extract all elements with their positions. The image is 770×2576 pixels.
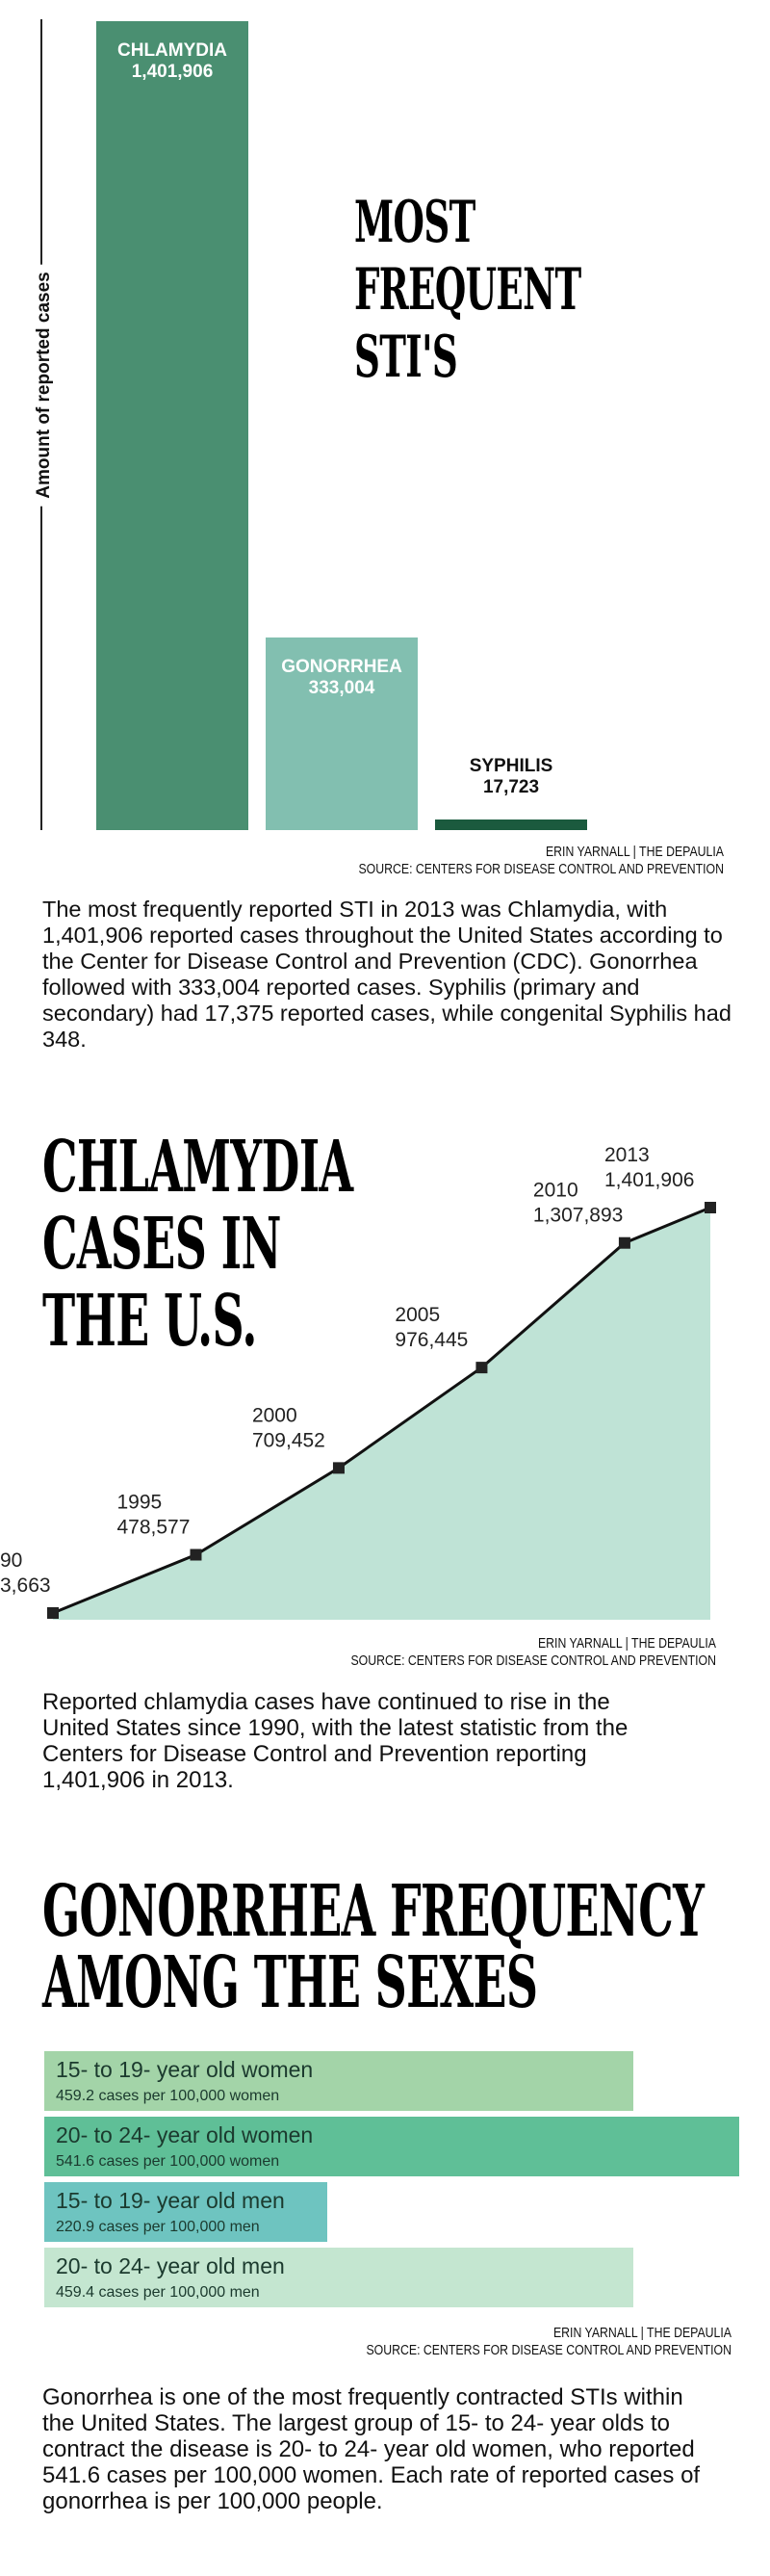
bar-label-chlamydia — [96, 40, 248, 83]
value-label-1990: 3,663 — [0, 1574, 51, 1597]
source-line: SOURCE: CENTERS FOR DISEASE CONTROL AND PREVENTION — [358, 861, 724, 877]
bar-syphilis — [435, 820, 587, 830]
hbar-value-label: 459.4 cases per 100,000 men — [56, 2284, 260, 2301]
category-name: CHLAMYDIA — [117, 40, 227, 61]
credit-line: ERIN YARNALL | THE DEPAULIA — [552, 2325, 732, 2341]
chart2-credit — [164, 1635, 716, 1670]
category-name: GONORRHEA — [281, 657, 402, 678]
title-line-2: AMONG THE SEXES — [42, 1941, 538, 2024]
hbar-value-label: 459.2 cases per 100,000 women — [56, 2088, 280, 2104]
data-point-2010 — [619, 1237, 630, 1249]
data-point-1990 — [47, 1607, 59, 1619]
chart1-title: MOST FREQUENT STI'S — [354, 189, 581, 391]
hbar-1 — [44, 2051, 633, 2111]
year-label-2005: 2005 — [395, 1304, 441, 1327]
hbar-category: 15- to 19- year old women — [56, 2057, 314, 2082]
credit-line: ERIN YARNALL | THE DEPAULIA — [545, 844, 724, 860]
y-axis-label: Amount of reported cases — [34, 264, 55, 506]
value-label-2010: 1,307,893 — [532, 1204, 624, 1227]
data-point-2005 — [475, 1362, 487, 1373]
hbar-3 — [44, 2182, 327, 2242]
hbar-category: 20- to 24- year old women — [56, 2122, 314, 2147]
area-fill — [53, 1208, 710, 1620]
hbar-value-label: 541.6 cases per 100,000 women — [56, 2153, 280, 2170]
value-label-1995: 478,577 — [116, 1516, 191, 1539]
value-label-2013: 1,401,906 — [604, 1169, 695, 1191]
title-line-3: THE U.S. — [42, 1280, 257, 1363]
value-label-2000: 709,452 — [251, 1429, 325, 1452]
source-line: SOURCE: CENTERS FOR DISEASE CONTROL AND PREVENTION — [366, 2342, 732, 2358]
year-label-1995: 1995 — [116, 1491, 163, 1514]
hbar-2 — [44, 2117, 739, 2176]
value-label: 333,004 — [308, 678, 375, 699]
chart3-title — [42, 1870, 758, 2024]
chart1-description: The most frequently reported STI in 2013 was Chlamydia, with 1,401,906 reported cases throughout the United States according to the Center for Disease Control and Prevention (CDC). Gonorrhea followed with 333,004 reported cases. Syphilis (primary and secondary) had 17,375 reported cases, while congenital Syphilis had 348. — [42, 897, 732, 1052]
value-label: 1,401,906 — [131, 62, 214, 82]
category-name: SYPHILIS — [469, 756, 553, 777]
chart3-credit — [179, 2325, 732, 2359]
data-point-1995 — [190, 1549, 201, 1561]
hbar-category: 15- to 19- year old men — [56, 2188, 285, 2213]
title-line-2: CASES IN — [42, 1203, 281, 1286]
chart3-description: Gonorrhea is one of the most frequently contracted STIs within the United States. The largest group of 15- to 24- year olds to contract the disease is 20- to 24- year old women, who reported 541.6 cases per 100,000 women. Each rate of reported cases of gonorrhea is per 100,000 people. — [42, 2384, 701, 2514]
data-point-2000 — [333, 1462, 345, 1473]
sti-bar-chart — [0, 0, 770, 1052]
title-line-1: GONORRHEA FREQUENCY — [42, 1870, 705, 1953]
chart1-credit — [171, 844, 724, 878]
hbar-4 — [44, 2248, 633, 2307]
year-label-2000: 2000 — [251, 1404, 297, 1427]
chart2-description: Reported chlamydia cases have continued to rise in the United States since 1990, with the latest statistic from the Centers for Disease Control and Prevention reporting 1,401,906 in 2013. — [42, 1689, 629, 1793]
year-label-2013: 2013 — [604, 1144, 650, 1166]
value-label-2005: 976,445 — [395, 1329, 469, 1352]
bar-chlamydia — [96, 21, 248, 830]
area-plot — [0, 1107, 770, 1627]
year-label-2010: 2010 — [532, 1179, 578, 1202]
bar-label-syphilis — [435, 756, 587, 798]
title-line-1: CHLAMYDIA — [42, 1126, 353, 1209]
value-label: 17,723 — [482, 777, 540, 798]
source-line: SOURCE: CENTERS FOR DISEASE CONTROL AND PREVENTION — [350, 1652, 716, 1669]
data-point-2013 — [705, 1202, 716, 1213]
bar-label-gonorrhea — [266, 657, 418, 699]
year-label-1990: 90 — [0, 1549, 23, 1572]
hbar-category: 20- to 24- year old men — [56, 2253, 285, 2278]
credit-line: ERIN YARNALL | THE DEPAULIA — [537, 1635, 716, 1652]
hbar-value-label: 220.9 cases per 100,000 men — [56, 2219, 260, 2235]
